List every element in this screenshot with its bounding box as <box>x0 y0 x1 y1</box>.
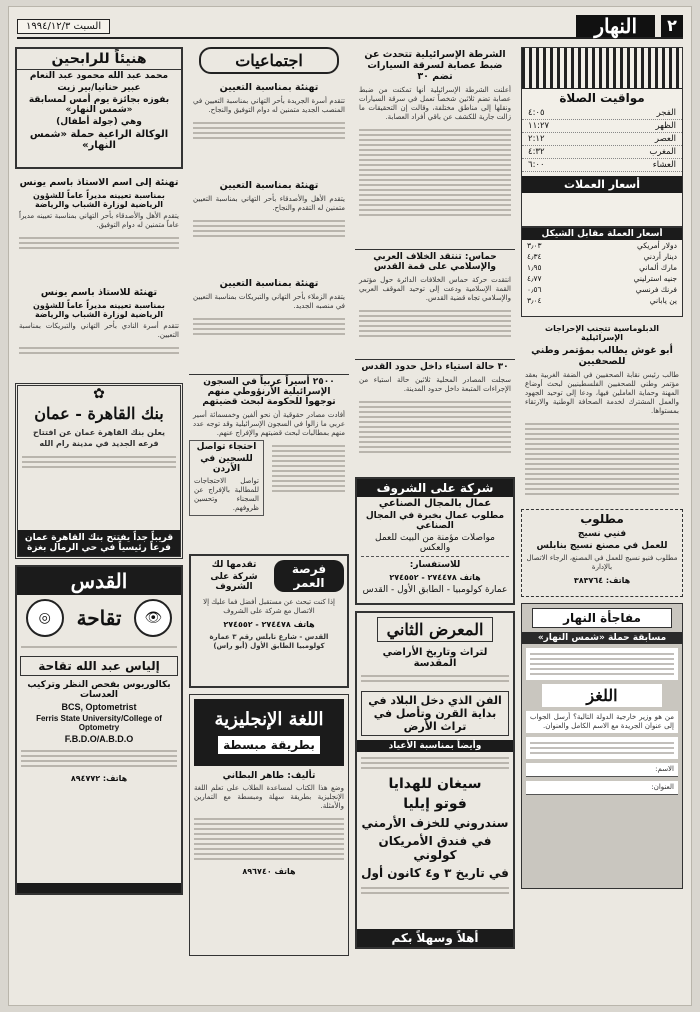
surprise-title: مفاجأة النهار <box>532 608 672 628</box>
congrats-list <box>189 80 349 368</box>
younis2-body: تتقدم أسرة النادي بأحر التهاني والتبريكات بمناسبة التعيين. <box>19 322 179 339</box>
currency-name: ين ياباني <box>649 296 677 305</box>
bank-body: يعلن بنك القاهرة عمان عن افتتاح فرعه الجديد في مدينة رام الله <box>33 428 165 448</box>
optical-code: F.B.D.O/A.B.D.O <box>64 734 134 744</box>
english-author: تأليف: طاهر البطاني <box>222 771 316 781</box>
prayer-title: مواقيت الصلاة <box>559 91 645 105</box>
jerusalem-article <box>355 359 515 471</box>
exhibition-line6: سندروني للخزف الأرمني <box>361 816 509 830</box>
prayer-time: ٤:٣٢ <box>528 147 545 157</box>
congrats-title: تهنئة بمناسبة التعيين <box>219 180 319 191</box>
eye-icon: 👁 <box>134 599 172 637</box>
lens-icon: ◎ <box>26 599 64 637</box>
prayer-row <box>522 133 682 146</box>
currency-name: مارك ألماني <box>639 263 677 272</box>
car-theft-article <box>355 47 515 243</box>
currency-value: ١٫٩٥ <box>527 263 542 272</box>
hamas-article <box>355 249 515 353</box>
prayer-name: الظهر <box>655 121 676 131</box>
column-2 <box>355 47 515 997</box>
english-book-ad <box>189 694 349 956</box>
opportunity-line2: شركة على الشروف <box>210 572 258 592</box>
congrats-item <box>189 276 349 368</box>
social-header: اجتماعيات <box>199 47 339 74</box>
issue-date: السبت ١٩٩٤/١٢/٣ <box>17 19 110 34</box>
prayer-name: الفجر <box>656 108 676 118</box>
newspaper-brand: النهار <box>576 15 655 37</box>
winner-line: محمد عبد الله محمود عبد النعام <box>29 71 169 81</box>
congrats-body: يتقدم الزملاء بأحر التهاني والتبريكات بمناسبة التعيين في منصبه الجديد. <box>193 293 345 310</box>
congrats-item <box>189 80 349 172</box>
wanted-line1: للعمل في مصنع نسيج بنابلس <box>536 541 668 551</box>
prisoners-title: ٢٥٠٠ أسيراً عربياً في السجون الإسرائيلية الأرنؤوطي منهم توجهوا للحكومة لبحث قضيتهم <box>202 377 336 407</box>
shorouf-jobs-ad <box>355 477 515 605</box>
shorouf-phone: هاتف ٢٧٤٤٧٨ - ٢٧٤٥٥٢ <box>389 573 481 582</box>
exhibition-line2: الفن الذي دخل البلاد في بداية القرن وتأصل في تراث الأرض <box>361 691 509 736</box>
prayer-time: ٤:٠٥ <box>528 108 545 118</box>
wanted-ad <box>521 509 683 597</box>
car-theft-body: أعلنت الشرطة الإسرائيلية أنها تمكنت من ضبط عصابة تضم ثلاثين شخصاً تعمل في سرقة السيارات ونقلها إلى مناطق مختلفة، وقالت إن التحقيقات ما زالت جارية للكشف عن باقي أفراد العصابة. <box>359 86 511 121</box>
column-4 <box>15 47 183 997</box>
congrats-title: تهنئة بمناسبة التعيين <box>219 278 319 289</box>
bank-emblem-icon: ✿ <box>93 386 105 402</box>
prayer-row <box>522 120 682 133</box>
currency-value: ٠٫٥٦ <box>527 285 542 294</box>
currency-title: أسعار العملات <box>522 176 682 193</box>
bank-ad <box>15 383 183 559</box>
hamas-title: حماس: تنتقد الخلاف العربي والإسلامي على قمة القدس <box>373 252 497 272</box>
currency-value: ٤٫٣٤ <box>527 252 542 261</box>
currency-box <box>521 227 683 317</box>
prisoners-body: أفادت مصادر حقوقية أن نحو ألفين وخمسمائة أسير عربي ما زالوا في السجون الإسرائيلية وقد توجه عدد منهم بمطالبات لبحث قضيتهم والإفراج عنهم. <box>193 411 345 437</box>
jerusalem-body: سجلت المصادر المحلية ثلاثين حالة استياء من الإجراءات المتبعة داخل حدود المدينة. <box>359 376 511 393</box>
winner-line: عبير حنانيا/بير زيت <box>57 83 141 93</box>
newspaper-page <box>8 6 692 1006</box>
prayer-row <box>522 107 682 120</box>
currency-name: جنيه استرليني <box>633 274 677 283</box>
sidebox-title: احتجاء تواصل <box>196 442 257 452</box>
exhibition-line1: لتراث وتاريخ الأراضي المقدسة <box>382 647 488 669</box>
prayer-time: ١١:٢٧ <box>528 121 550 131</box>
rate-rows <box>522 240 682 306</box>
entry-address: العنوان: <box>526 781 678 795</box>
english-subtitle: بطريقة مبسطة <box>218 736 320 754</box>
shorouf-line2: مطلوب عمال بخبرة في المجال الصناعي <box>365 511 505 531</box>
winners-list <box>17 70 181 128</box>
puzzle-label: اللغز <box>542 684 662 707</box>
opportunity-phone: هاتف ٢٧٤٤٧٨ - ٢٧٤٥٥٢ <box>223 620 315 629</box>
prisoners-sidebox <box>189 440 264 516</box>
mosque-graphic <box>522 48 682 89</box>
optical-school: Ferris State University/College of Optometry <box>36 714 162 732</box>
congrats-item <box>189 178 349 270</box>
exhibition-welcome: أهلاً وسهلاً بكم <box>357 929 513 947</box>
exhibition-line3: وأيضاً بمناسبة الأعياد <box>357 740 513 752</box>
wanted-line2: مطلوب فنيو نسيج للعمل في المصنع، الرجاء الاتصال بالإدارة <box>526 554 678 571</box>
congrats-body: تتقدم أسرة الجريدة بأحر التهاني بمناسبة التعيين في المنصب الجديد متمنين له دوام التوفيق والنجاح. <box>193 97 345 114</box>
exhibition-ad <box>355 611 515 949</box>
rate-row <box>522 295 682 306</box>
opportunity-ad <box>189 554 349 688</box>
prayer-name: العصر <box>654 134 676 144</box>
rate-row <box>522 240 682 251</box>
page-number: ٢ <box>661 15 683 37</box>
prayer-row <box>522 146 682 159</box>
prayer-times-box <box>521 47 683 227</box>
surprise-box <box>521 603 683 889</box>
opportunity-body: إذا كنت تبحث عن مستقبل أفضل فما عليك إلا الاتصال مع شركة على الشروف <box>203 598 335 615</box>
english-title: اللغة الإنجليزية <box>214 709 324 730</box>
car-theft-title: الشرطة الإسرائيلية تتحدث عن ضبط عصابة لسرقة السيارات تضم ٣٠ <box>364 49 506 82</box>
congrats-title: تهنئة بمناسبة التعيين <box>219 82 319 93</box>
shorouf-line1: عمال بالمجال الصناعي <box>378 498 492 509</box>
journalists-body: طالب رئيس نقابة الصحفيين في الضفة الغربية بعقد مؤتمر وطني للصحفيين الفلسطينيين لبحث أوضاع المهنة وحماية العاملين فيها، ودعا إلى توحيد الجهود والعمل المشترك لخدمة الصحافة الوطنية والارتقاء بمستواها. <box>525 371 679 415</box>
currency-name: دولار أمريكي <box>637 241 677 250</box>
optical-brand: تقاحة <box>76 606 122 630</box>
currency-value: ٤٫٧٧ <box>527 274 542 283</box>
prisoners-article <box>189 374 349 548</box>
english-body: وضع هذا الكتاب لمساعدة الطلاب على تعلم اللغة الإنجليزية بطريقة سهلة ومبسطة مع التمارين والأمثلة. <box>194 784 344 810</box>
headline-diplomacy: الدبلوماسية تتجنب الإحراجات الإسرائيلية <box>545 324 659 342</box>
sidebox-body: تواصل الاحتجاجات للمطالبة بالإفراج عن السجناء وتحسين ظروفهم. <box>194 477 259 512</box>
winner-line: وهي (جولة أطفال) <box>56 117 142 127</box>
optical-sub: BCS, Optometrist <box>61 702 137 712</box>
prayer-row <box>522 159 682 172</box>
congrats-body: يتقدم الأهل والأصدقاء بأحر التهاني بمناسبة التعيين متمنين له التقدم والنجاح. <box>193 195 345 212</box>
optical-degree: بكالوريوس بفحص النظر وتركيب العدسات <box>27 680 171 700</box>
younis2-subtitle: بمناسبة تعيينه مديراً عاماً للشؤون الرياضية لوزارة الشباب والرياضة <box>33 301 165 319</box>
wanted-phone: هاتف: ٣٨٣٧٦٤ <box>573 576 631 585</box>
entry-name: الاسم: <box>526 763 678 777</box>
journalists-article <box>521 343 683 503</box>
prayer-time: ٢:١٢ <box>528 134 545 144</box>
rate-row <box>522 284 682 295</box>
wanted-title: مطلوب <box>580 512 624 526</box>
rate-row <box>522 262 682 273</box>
exhibition-line7: في فندق الأمريكان كولوني <box>378 834 492 862</box>
optical-ad <box>15 565 183 895</box>
younis-article-2 <box>15 285 183 377</box>
rate-row <box>522 273 682 284</box>
bank-footer: قريباً جداً يفتتح بنك القاهرة عمان فرعاً رئيسياً في حي الرمال بغزة <box>18 530 180 556</box>
opportunity-badge: فرصة العمر <box>274 560 344 592</box>
puzzle-body: من هو وزير خارجية الدولة التالية؟ أرسل الجواب إلى عنوان الجريدة مع الاسم الكامل والعنوان. <box>526 711 678 733</box>
younis-article-1 <box>15 175 183 279</box>
exhibition-line8: في تاريخ ٣ و٤ كانون أول <box>361 866 509 880</box>
jerusalem-title: ٣٠ حالة استياء داخل حدود القدس <box>361 362 509 372</box>
column-1 <box>521 47 683 997</box>
shorouf-contact: للاستفسار: <box>409 560 461 570</box>
shorouf-title: شركة على الشروف <box>357 479 513 497</box>
prayer-name: العشاء <box>652 160 676 170</box>
column-3 <box>189 47 349 997</box>
currency-name: دينار أردني <box>643 252 677 261</box>
exhibition-line5: فوتو إيليا <box>403 796 467 812</box>
prayer-time: ٦:٠٠ <box>528 160 545 170</box>
masthead <box>17 15 683 39</box>
winner-line: بفوزه بجائزة يوم أمس لمسابقة «شمس النهار» <box>28 95 170 115</box>
currency-name: فرنك فرنسي <box>635 285 677 294</box>
currency-subtitle: أسعار العملة مقابل الشيكل <box>522 228 682 240</box>
prayer-rows <box>522 107 682 172</box>
younis2-title: تهنئة للاستاذ باسم يونس <box>40 287 158 298</box>
prayer-name: المغرب <box>649 147 676 157</box>
winners-title: هنيئاً للرابحين <box>17 49 181 70</box>
exhibition-line4: سيغان للهدايا <box>388 776 482 792</box>
optical-city: القدس <box>17 567 181 595</box>
english-phone: هاتف ٨٩٦٧٤٠ <box>242 867 296 876</box>
wanted-subtitle: فنيي نسيج <box>577 529 627 539</box>
rate-row <box>522 251 682 262</box>
opportunity-line1: تقدمها لك <box>211 560 257 570</box>
hamas-body: انتقدت حركة حماس الخلافات الدائرة حول مؤتمر القمة الإسلامية ودعت إلى توحيد الموقف العربي والإسلامي تجاه قضية القدس. <box>359 276 511 302</box>
bank-name: بنك القاهرة - عمان <box>34 404 164 423</box>
optical-phone: هاتف: ٨٩٤٧٧٢ <box>70 774 128 783</box>
exhibition-title: المعرض الثاني <box>377 617 493 642</box>
currency-value: ٣٫٠٤ <box>527 296 542 305</box>
winners-footer: الوكالة الراعية حملة «شمس النهار» <box>29 129 169 151</box>
shorouf-address: عمارة كولومبيا - الطابق الأول - القدس <box>362 585 508 595</box>
sidebox-subtitle: للسجين في الأردن <box>200 454 253 474</box>
surprise-subtitle: مسابقة حملة «شمس النهار» <box>522 632 682 644</box>
optical-owner: إلياس عبد الله تقاحة <box>20 656 178 676</box>
winners-box <box>15 47 183 169</box>
shorouf-line3: مواصلات مؤمنة من البيت للعمل والعكس <box>375 533 495 553</box>
younis1-body: يتقدم الأهل والأصدقاء بأحر التهاني بمناسبة تعيينه مديراً عاماً متمنين له دوام التوفيق. <box>19 212 179 229</box>
opportunity-address: القدس - شارع نابلس رقم ٣ عمارة كولومبيا الطابق الأول (أبو راس) <box>209 633 329 650</box>
currency-value: ٣٫٠٣ <box>527 241 542 250</box>
journalists-title: أبو غوش يطالب بمؤتمر وطني للصحفيين <box>531 345 673 367</box>
younis1-subtitle: بمناسبة تعيينه مديراً عاماً للشؤون الرياضية لوزارة الشباب والرياضة <box>33 191 165 209</box>
younis1-title: تهنئة إلى اسم الاستاذ باسم يونس <box>19 177 179 188</box>
